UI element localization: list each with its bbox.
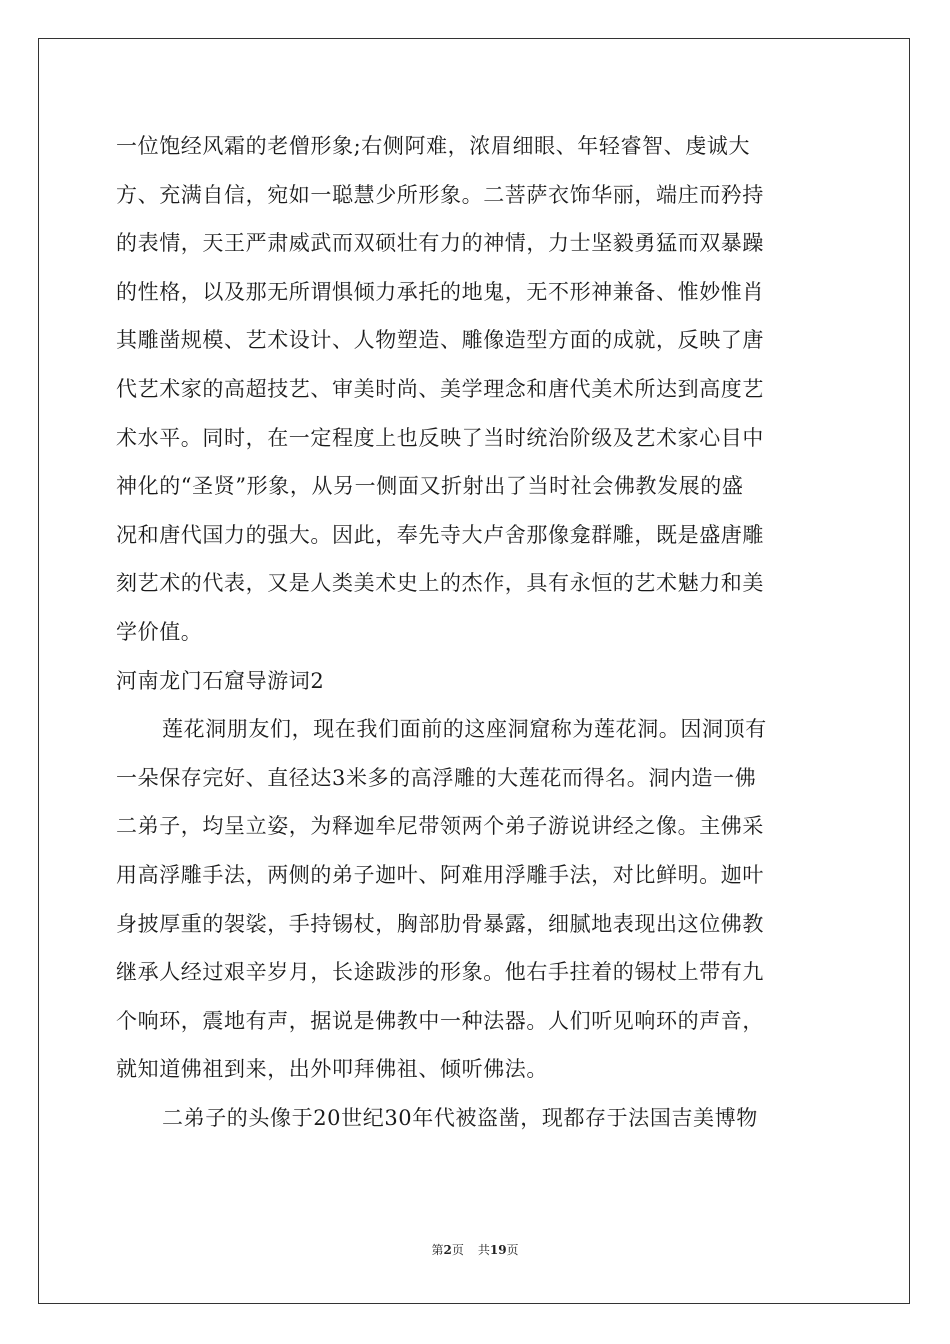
text-line: 身披厚重的袈裟，手持锡杖，胸部肋骨暴露，细腻地表现出这位佛教	[116, 911, 764, 936]
text-line: 术水平。同时，在一定程度上也反映了当时统治阶级及艺术家心目中	[116, 425, 764, 450]
text-line: 就知道佛祖到来，出外叩拜佛祖、倾听佛法。	[116, 1057, 548, 1082]
text-line: 学价值。	[116, 619, 203, 644]
text-line: 一朵保存完好、直径达3米多的高浮雕的大莲花而得名。洞内造一佛	[116, 765, 757, 790]
text-line: 继承人经过艰辛岁月，长途跋涉的形象。他右手拄着的锡杖上带有九	[116, 960, 764, 985]
text-line: 其雕凿规模、艺术设计、人物塑造、雕像造型方面的成就，反映了唐	[116, 328, 764, 353]
text-line: 二弟子的头像于20世纪30年代被盗凿，现都存于法国吉美博物	[162, 1105, 758, 1130]
document-body	[116, 126, 836, 1146]
total-pages-number: 19	[489, 1243, 507, 1257]
text-line: 二弟子，均呈立姿，为释迦牟尼带领两个弟子游说讲经之像。主佛采	[116, 814, 764, 839]
section-heading: 河南龙门石窟导游词2	[116, 668, 325, 693]
text-line: 的性格，以及那无所谓惧倾力承托的地鬼，无不形神兼备、惟妙惟肖	[116, 279, 764, 304]
text-line: 神化的“圣贤”形象，从另一侧面又折射出了当时社会佛教发展的盛	[116, 474, 744, 499]
paragraph-disciples-heads	[116, 1098, 836, 1147]
page-prefix: 第	[431, 1243, 444, 1257]
text-line: 用高浮雕手法，两侧的弟子迦叶、阿难用浮雕手法，对比鲜明。迦叶	[116, 862, 764, 887]
text-line: 一位饱经风霜的老僧形象;右侧阿难，浓眉细眼、年轻睿智、虔诚大	[116, 134, 751, 158]
text-line: 方、充满自信，宛如一聪慧少所形象。二菩萨衣饰华丽，端庄而矜持	[116, 182, 764, 207]
paragraph-lotus-cave	[116, 709, 836, 1098]
text-line: 的表情，天王严肃威武而双硕壮有力的神情，力士坚毅勇猛而双暴躁	[116, 231, 764, 256]
text-line: 莲花洞朋友们，现在我们面前的这座洞窟称为莲花洞。因洞顶有	[162, 717, 767, 742]
page-suffix: 页	[451, 1243, 464, 1257]
total-suffix: 页	[506, 1243, 519, 1257]
paragraph-continued	[116, 126, 836, 661]
text-line: 个响环，震地有声，据说是佛教中一种法器。人们听见响环的声音，	[116, 1008, 764, 1033]
page-footer	[0, 1242, 950, 1258]
text-line: 代艺术家的高超技艺、审美时尚、美学理念和唐代美术所达到高度艺	[116, 376, 764, 401]
current-page-number: 2	[443, 1243, 452, 1257]
text-line: 刻艺术的代表，又是人类美术史上的杰作，具有永恒的艺术魅力和美	[116, 571, 764, 596]
text-line: 况和唐代国力的强大。因此，奉先寺大卢舍那像龛群雕，既是盛唐雕	[116, 522, 764, 547]
total-prefix: 共	[477, 1243, 490, 1257]
